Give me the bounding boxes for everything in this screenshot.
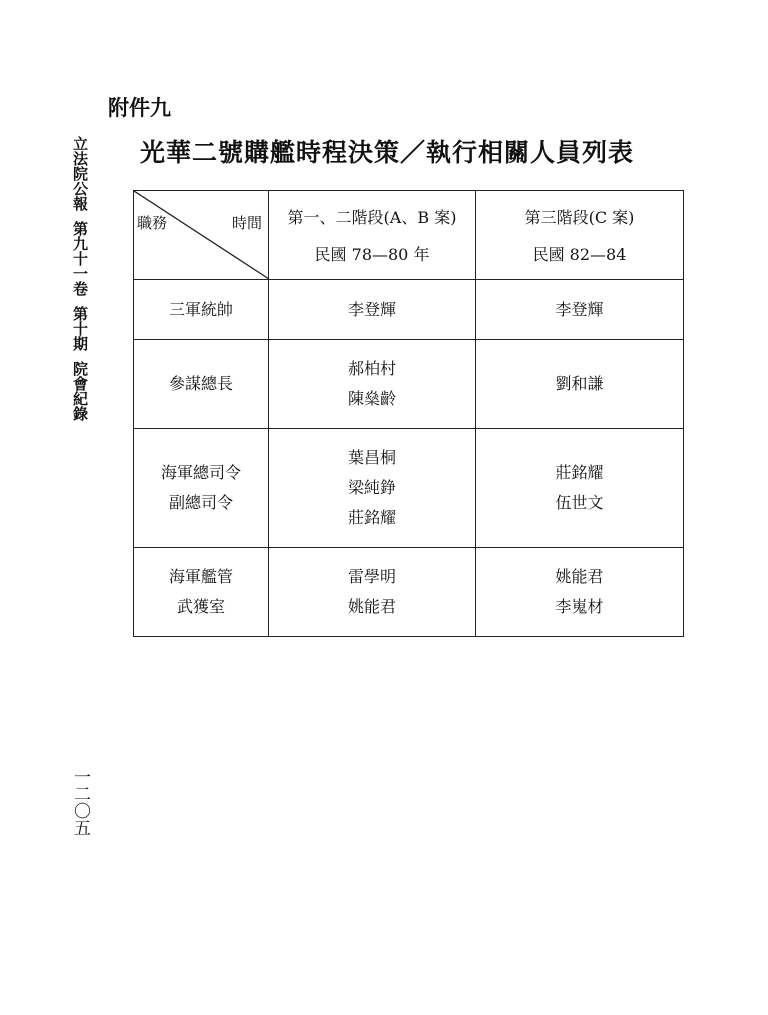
phase-header <box>269 191 476 280</box>
table-row <box>134 429 684 548</box>
table-row <box>134 280 684 340</box>
person-name: 姚能君 <box>555 567 604 586</box>
person-cell <box>476 429 684 548</box>
issue-number: 第十期 <box>71 306 89 351</box>
person-cell <box>269 280 476 340</box>
person-cell <box>269 548 476 637</box>
corner-cell <box>134 191 269 280</box>
role-line: 海軍艦管 <box>168 567 233 586</box>
person-name: 伍世文 <box>555 493 604 512</box>
person-name: 郝柏村 <box>347 359 396 378</box>
table-header-row <box>134 191 684 280</box>
corner-col-label: 時間 <box>231 214 262 232</box>
role-line: 海軍總司令 <box>160 463 241 482</box>
role-line: 三軍統帥 <box>168 299 233 319</box>
corner-row-label: 職務 <box>137 214 168 232</box>
person-cell <box>269 429 476 548</box>
publication-name: 立法院公報 <box>71 136 89 211</box>
phase-years: 民國 82—84 <box>532 245 627 264</box>
person-name: 姚能君 <box>347 597 396 616</box>
person-name: 雷學明 <box>347 567 396 586</box>
phase-header <box>476 191 684 280</box>
personnel-table <box>133 190 684 637</box>
person-name: 陳燊齡 <box>347 389 396 408</box>
person-name: 莊銘耀 <box>347 508 396 527</box>
role-cell <box>134 429 269 548</box>
phase-years: 民國 78—80 年 <box>314 245 430 264</box>
role-line: 武獲室 <box>176 597 225 616</box>
person-name: 劉和謙 <box>555 374 604 393</box>
phase-name: 第三階段(C 案) <box>524 208 635 227</box>
table-row <box>134 340 684 429</box>
person-name: 李登輝 <box>555 299 604 319</box>
annex-label: 附件九 <box>108 95 171 120</box>
role-line: 副總司令 <box>168 493 233 512</box>
person-cell <box>269 340 476 429</box>
person-name: 李嵬材 <box>555 597 604 616</box>
page-number: 一二〇五 <box>70 768 90 836</box>
person-name: 莊銘耀 <box>555 463 604 482</box>
person-cell <box>476 548 684 637</box>
person-cell <box>476 280 684 340</box>
role-line: 參謀總長 <box>168 374 233 393</box>
role-cell <box>134 548 269 637</box>
diagonal-divider <box>134 191 269 279</box>
phase-name: 第一、二階段(A、B 案) <box>287 208 457 227</box>
person-name: 梁純錚 <box>347 478 396 497</box>
page-title: 光華二號購艦時程決策／執行相關人員列表 <box>140 138 635 167</box>
person-cell <box>476 340 684 429</box>
person-name: 葉昌桐 <box>347 448 396 467</box>
person-name: 李登輝 <box>347 299 396 319</box>
section-name: 院會紀錄 <box>71 361 89 421</box>
table-row <box>134 548 684 637</box>
side-header <box>70 136 90 421</box>
volume-number: 第九十一卷 <box>71 221 89 296</box>
role-cell <box>134 280 269 340</box>
role-cell <box>134 340 269 429</box>
